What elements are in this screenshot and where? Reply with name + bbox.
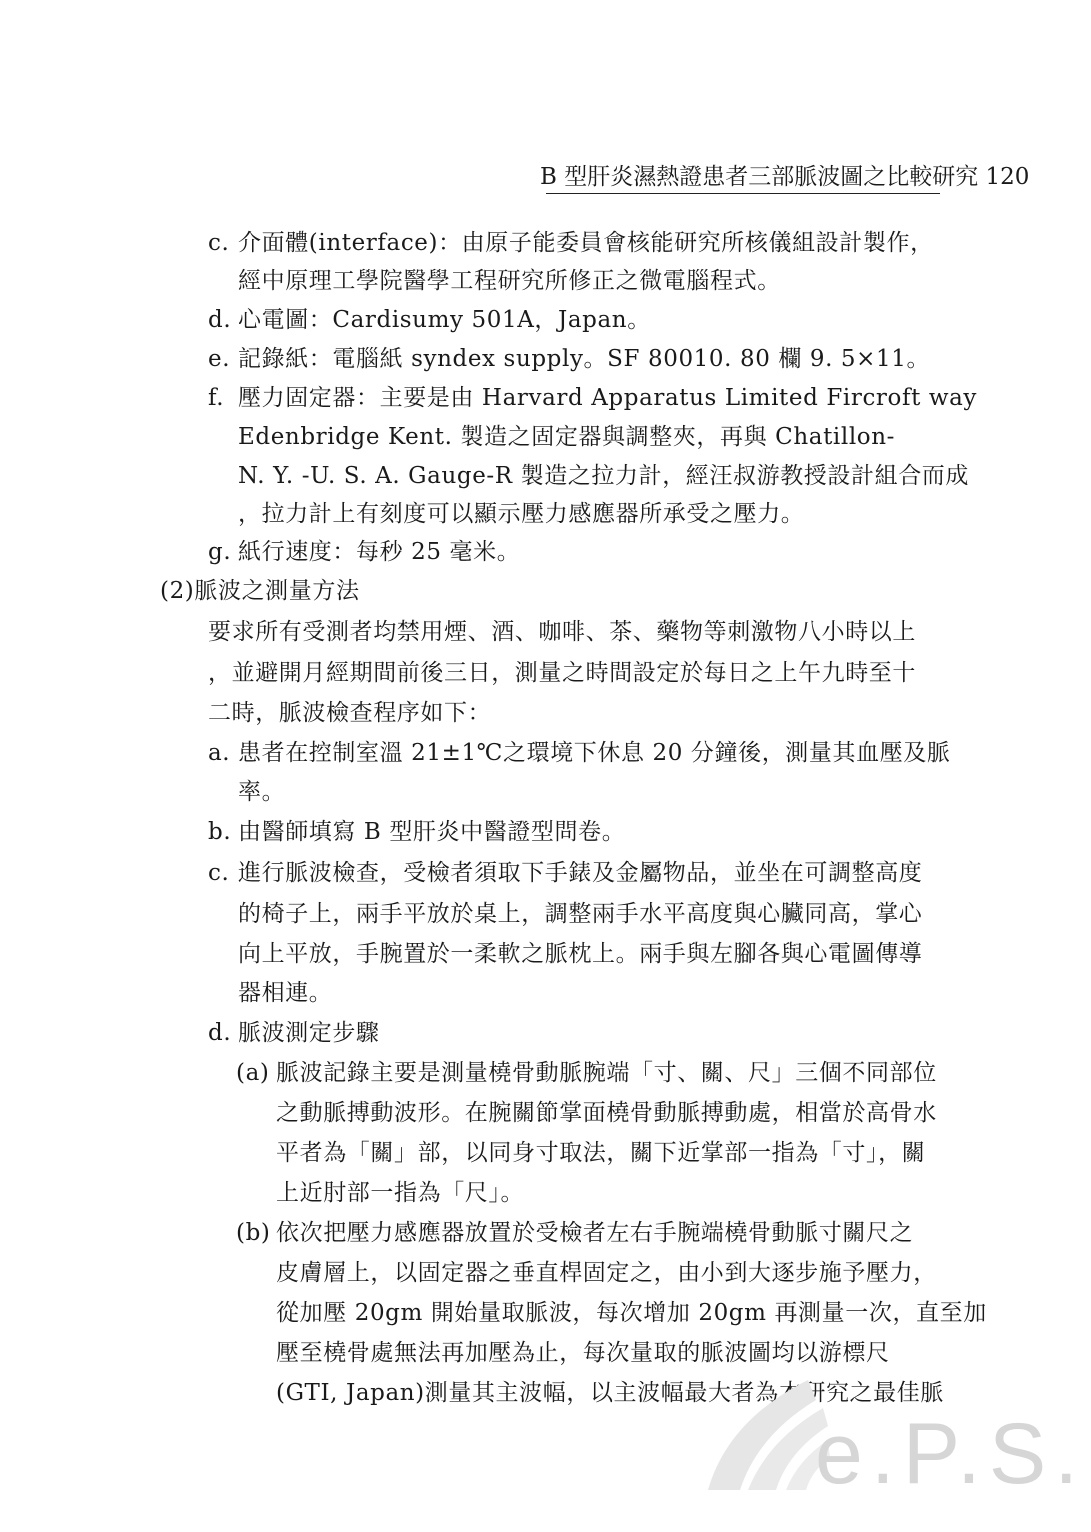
item-g-text: 紙行速度：每秒 25 毫米。 <box>238 539 521 565</box>
item-e-text: 記錄紙：電腦紙 syndex supply。SF 80010. 80 欄 9. 5×11。 <box>238 346 931 372</box>
item-c-continuation: 經中原理工學院醫學工程研究所修正之微電腦程式。 <box>238 268 781 294</box>
item-d-text: 心電圖：Cardisumy 501A，Japan。 <box>238 307 651 333</box>
item-d-label: d. <box>208 307 232 333</box>
substep-b-line: (GTI, Japan)測量其主波幅，以主波幅最大者為本研究之最佳脈 <box>276 1380 944 1406</box>
step-d-label: d. <box>208 1020 232 1046</box>
substep-a-line: 上近肘部一指為「尺」。 <box>276 1180 525 1206</box>
section-heading: (2)脈波之測量方法 <box>160 578 360 604</box>
substep-a-line: 脈波記錄主要是測量橈骨動脈腕端「寸、關、尺」三個不同部位 <box>276 1060 937 1086</box>
substep-b-line: 依次把壓力感應器放置於受檢者左右手腕端橈骨動脈寸關尺之 <box>276 1220 914 1246</box>
item-c-label: c. <box>208 230 230 256</box>
step-b-line: 由醫師填寫 B 型肝炎中醫證型問卷。 <box>238 819 626 845</box>
step-c-label: c. <box>208 860 230 886</box>
substep-b-label: (b) <box>236 1220 271 1246</box>
substep-b-line: 皮膚層上，以固定器之垂直桿固定之，由小到大逐步施予壓力， <box>276 1260 937 1286</box>
step-a-line: 患者在控制室溫 21±1℃之環境下休息 20 分鐘後，測量其血壓及脈 <box>238 740 951 766</box>
intro-line: 要求所有受測者均禁用煙、酒、咖啡、茶、藥物等刺激物八小時以上 <box>208 619 916 645</box>
item-e-label: e. <box>208 346 231 372</box>
item-f-text: 壓力固定器：主要是由 Harvard Apparatus Limited Fircroft way <box>238 385 978 411</box>
step-b-label: b. <box>208 819 232 845</box>
item-c-text: 介面體(interface)：由原子能委員會核能研究所核儀組設計製作， <box>238 230 934 256</box>
step-c-line: 器相連。 <box>238 980 333 1006</box>
step-c-line: 的椅子上，兩手平放於桌上，調整兩手水平高度與心臟同高，掌心 <box>238 901 923 927</box>
watermark-text: e.P.S. <box>815 1406 1087 1502</box>
item-f-continuation: N. Y. -U. S. A. Gauge-R 製造之拉力計，經汪叔游教授設計組合而成 <box>238 463 970 489</box>
intro-line: ，並避開月經期間前後三日，測量之時間設定於每日之上午九時至十 <box>208 660 916 686</box>
item-f-label: f. <box>208 385 225 411</box>
item-f-continuation: ，拉力計上有刻度可以顯示壓力感應器所承受之壓力。 <box>238 501 805 527</box>
header-rule <box>546 193 940 194</box>
step-d-line: 脈波測定步驟 <box>238 1020 380 1046</box>
step-c-line: 進行脈波檢查，受檢者須取下手錶及金屬物品，並坐在可調整高度 <box>238 860 923 886</box>
step-a-label: a. <box>208 740 231 766</box>
substep-b-line: 壓至橈骨處無法再加壓為止，每次量取的脈波圖均以游標尺 <box>276 1340 890 1366</box>
intro-line: 二時，脈波檢查程序如下： <box>208 700 492 726</box>
step-a-line: 率。 <box>238 779 286 805</box>
substep-a-line: 平者為「關」部，以同身寸取法，關下近掌部一指為「寸」，關 <box>276 1140 926 1166</box>
substep-a-label: (a) <box>236 1060 270 1086</box>
running-header: B 型肝炎濕熱證患者三部脈波圖之比較研究 120 <box>540 164 1030 190</box>
substep-b-line: 從加壓 20gm 開始量取脈波，每次增加 20gm 再測量一次，直至加 <box>276 1300 987 1326</box>
step-c-line: 向上平放，手腕置於一柔軟之脈枕上。兩手與左腳各與心電圖傳導 <box>238 941 923 967</box>
item-f-continuation: Edenbridge Kent. 製造之固定器與調整夾，再與 Chatillon- <box>238 424 896 450</box>
item-g-label: g. <box>208 539 232 565</box>
substep-a-line: 之動脈搏動波形。在腕關節掌面橈骨動脈搏動處，相當於高骨水 <box>276 1100 937 1126</box>
